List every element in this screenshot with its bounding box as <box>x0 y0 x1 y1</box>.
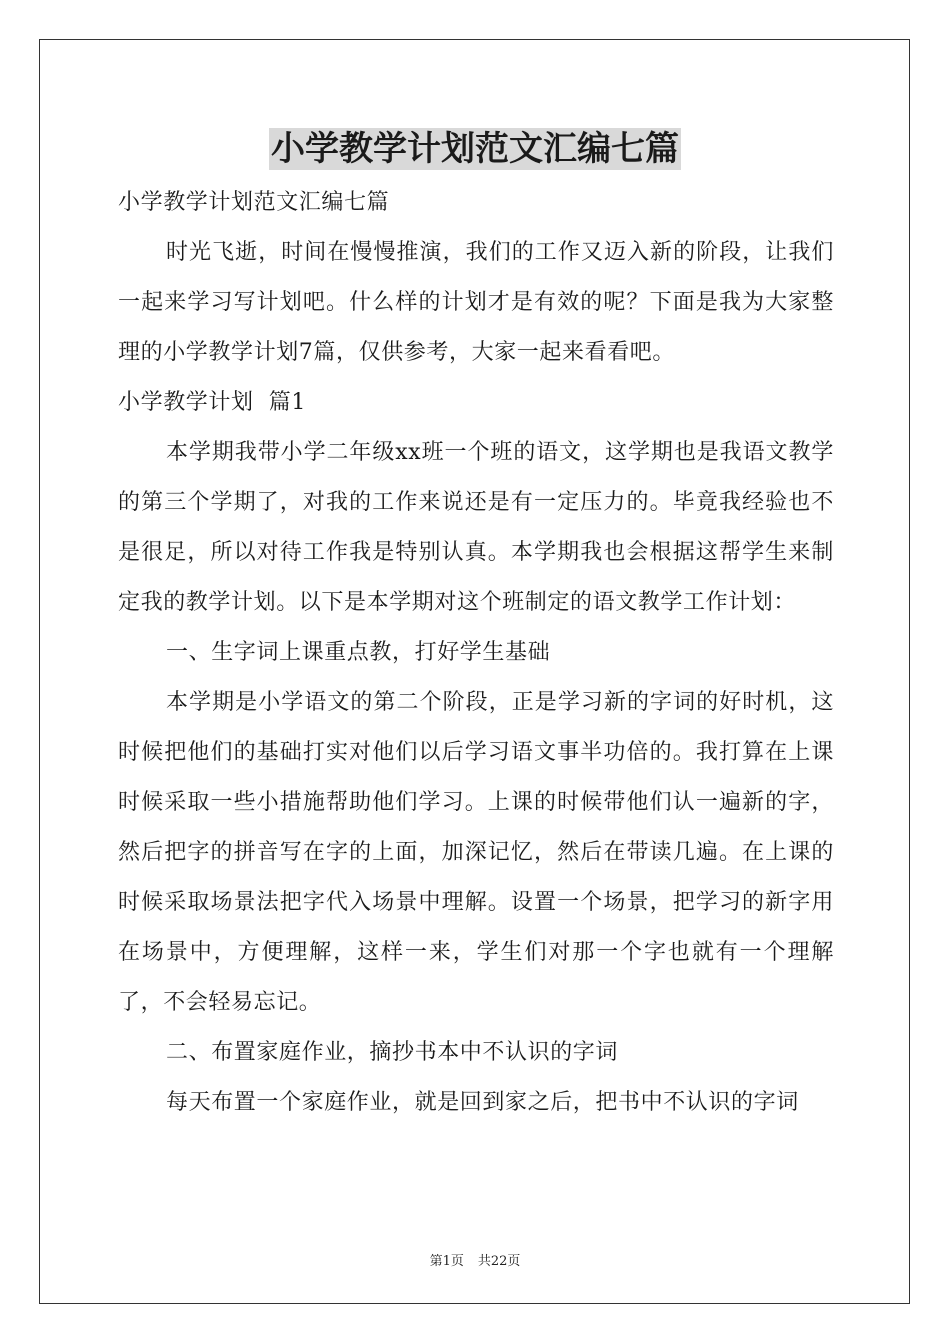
section-heading: 小学教学计划 篇1 <box>118 390 306 415</box>
page-total: 共22页 <box>477 1254 521 1269</box>
paragraph: 每天布置一个家庭作业，就是回到家之后，把书中不认识的字词 <box>166 1090 799 1115</box>
paragraph: 时光飞逝，时间在慢慢推演，我们的工作又迈入新的阶段，让我们一起来学习写计划吧。什么样的计划才是有效的呢？下面是我为大家整理的小学教学计划7篇，仅供参考，大家一起来看看吧。 <box>118 240 834 365</box>
document-body <box>118 178 834 1128</box>
page-footer <box>0 1250 950 1269</box>
page-number: 第1页 <box>429 1254 464 1269</box>
document-title: 小学教学计划范文汇编七篇 <box>271 129 679 169</box>
paragraph: 小学教学计划范文汇编七篇 <box>118 190 390 215</box>
paragraph: 本学期我带小学二年级xx班一个班的语文，这学期也是我语文教学的第三个学期了，对我的工作来说还是有一定压力的。毕竟我经验也不是很足，所以对待工作我是特别认真。本学期我也会根据这帮学生来制定我的教学计划。以下是本学期对这个班制定的语文教学工作计划： <box>118 440 834 615</box>
title-wrap <box>0 128 950 170</box>
paragraph: 本学期是小学语文的第二个阶段，正是学习新的字词的好时机，这时候把他们的基础打实对他们以后学习语文事半功倍的。我打算在上课时候采取一些小措施帮助他们学习。上课的时候带他们认一遍新的字，然后把字的拼音写在字的上面，加深记忆，然后在带读几遍。在上课的时候采取场景法把字代入场景中理解。设置一个场景，把学习的新字用在场景中，方便理解，这样一来，学生们对那一个字也就有一个理解了，不会轻易忘记。 <box>118 690 834 1015</box>
subheading: 一、生字词上课重点教，打好学生基础 <box>166 640 551 665</box>
subheading: 二、布置家庭作业，摘抄书本中不认识的字词 <box>166 1040 619 1065</box>
